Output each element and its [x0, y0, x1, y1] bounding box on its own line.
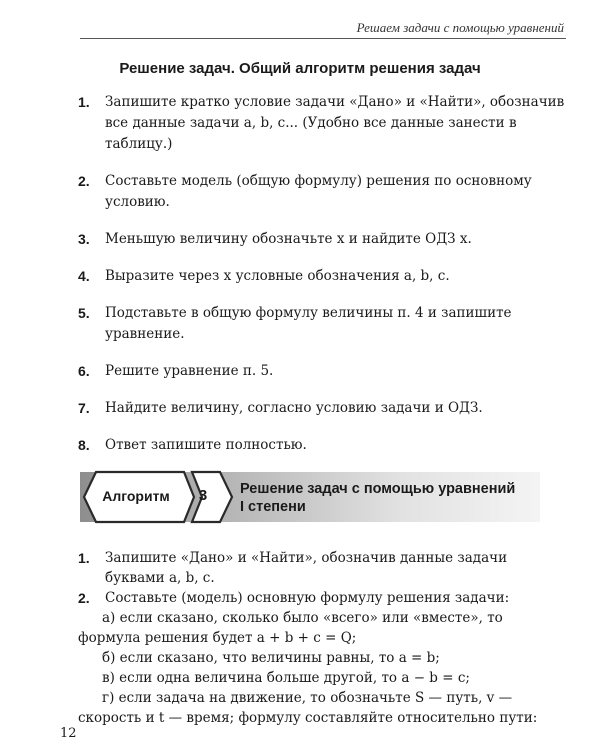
- badge-label: Алгоритм: [102, 488, 170, 504]
- running-title: Решаем задачи с помощью уравнений: [356, 20, 564, 35]
- sub-item: г) если задача на движение, то обозначьте S — путь, v — скорость и t — время; формулу составляйте относительно пути:: [78, 690, 538, 726]
- general-algorithm-steps: [78, 92, 568, 456]
- step-item: [78, 588, 568, 608]
- step-item: [78, 266, 568, 287]
- step-item: [78, 548, 568, 588]
- step-text: Запишите кратко условие задачи «Дано» и «Найти», обозначив все данные задачи a, b, c... (Удобно все данные занести в таблицу.): [105, 94, 565, 152]
- step-text: Составьте модель (общую формулу) решения по основному условию.: [105, 173, 532, 210]
- step-text: Составьте (модель) основную формулу решения задачи:: [105, 590, 510, 606]
- sub-item: в) если одна величина больше другой, то a − b = c;: [102, 670, 470, 686]
- step-text: Ответ запишите полностью.: [105, 437, 307, 453]
- step-text: Подставьте в общую формулу величины п. 4 и запишите уравнение.: [105, 305, 512, 342]
- step-number: 1.: [78, 550, 90, 566]
- step-text: Найдите величину, согласно условию задачи и ОДЗ.: [105, 400, 483, 416]
- step-item: [78, 171, 568, 213]
- algorithm-badge: [80, 466, 540, 528]
- badge-number: 3: [198, 487, 208, 504]
- step-text: Выразите через x условные обозначения a, b, c.: [105, 268, 450, 284]
- algorithm-steps: [78, 548, 568, 728]
- step-item: [78, 303, 568, 345]
- sub-item: а) если сказано, сколько было «всего» или «вместе», то формула решения будет a + b + c = Q;: [78, 610, 503, 646]
- step-number: 3.: [78, 231, 90, 247]
- badge-caption-line: Решение задач с помощью уравнений: [240, 481, 516, 497]
- step-number: 7.: [78, 400, 90, 416]
- header-rule: [80, 38, 566, 39]
- page-number: 12: [60, 726, 77, 741]
- step-number: 1.: [78, 94, 90, 110]
- step-text: Решите уравнение п. 5.: [105, 363, 274, 379]
- step-number: 2.: [78, 590, 90, 606]
- section-title: Решение задач. Общий алгоритм решения задач: [119, 60, 481, 77]
- step-item: [78, 229, 568, 250]
- badge-caption: [240, 480, 540, 516]
- sub-item: б) если сказано, что величины равны, то a = b;: [102, 650, 440, 666]
- step-item: [78, 435, 568, 456]
- step-number: 8.: [78, 437, 90, 453]
- step-item: [78, 92, 568, 155]
- step-number: 5.: [78, 305, 90, 321]
- badge-caption-line: I степени: [240, 499, 306, 515]
- step-number: 6.: [78, 363, 90, 379]
- step-number: 2.: [78, 173, 90, 189]
- step-number: 4.: [78, 268, 90, 284]
- step-item: [78, 398, 568, 419]
- step-text: Запишите «Дано» и «Найти», обозначив данные задачи буквами a, b, c.: [105, 550, 508, 586]
- subitems: [78, 608, 568, 728]
- running-header: [0, 0, 600, 42]
- step-text: Меньшую величину обозначьте x и найдите ОДЗ x.: [105, 231, 472, 247]
- step-item: [78, 361, 568, 382]
